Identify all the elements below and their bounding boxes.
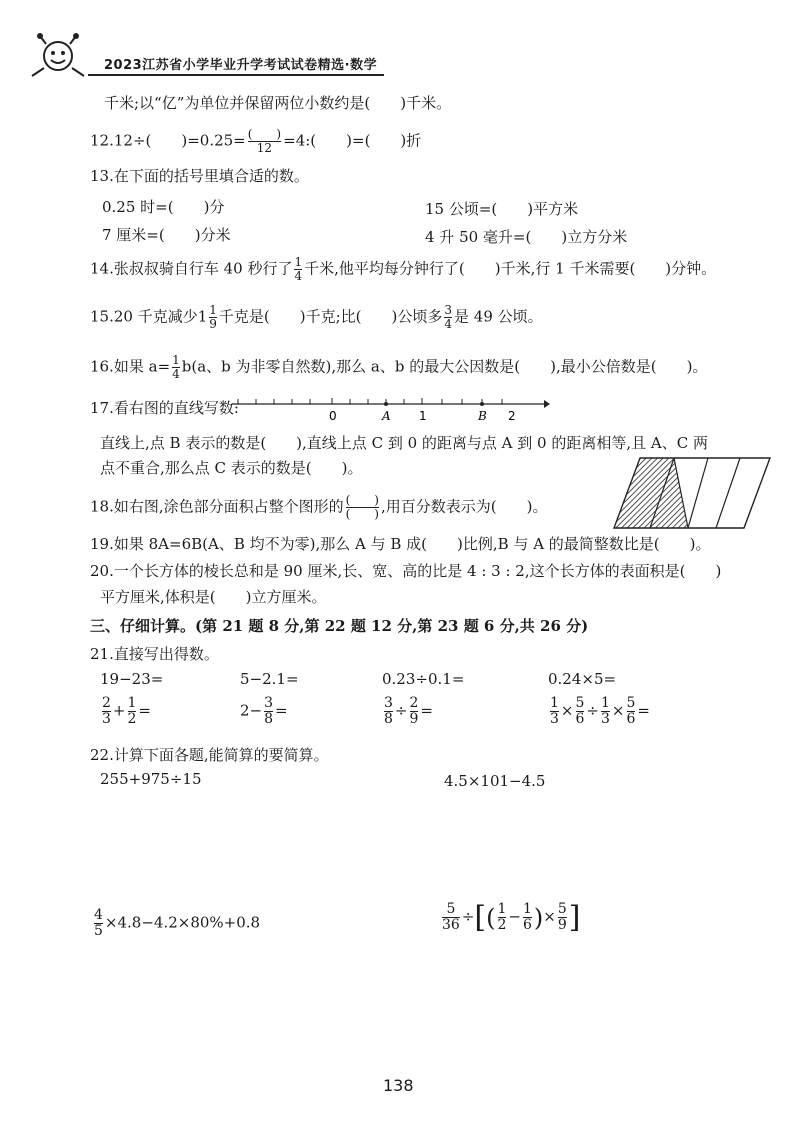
question-12-fraction: $\frac{( )}{12}$: [247, 127, 282, 155]
header-title: 2023江苏省小学毕业升学考试试卷精选·数学: [104, 58, 378, 73]
question-15-fraction-2: $\frac{3}{4}$: [444, 303, 453, 331]
q22-problem-4: $\frac{5}{36}$ ÷[( $\frac{1}{2}$ − $\frac{1}{6}$ )× $\frac{5}{9}$ ]: [442, 899, 581, 935]
question-13-c: 7 厘米=( )分米: [102, 226, 231, 244]
q22-problem-2: 4.5×101−4.5: [444, 772, 546, 790]
number-line-label-2: 2: [508, 409, 516, 423]
question-16-lead: 16.如果 a=: [90, 357, 171, 376]
header-logo: [26, 30, 88, 80]
q21-item-6: 2− $\frac{3}{8}$ =: [240, 695, 288, 727]
header-rule: [88, 74, 384, 76]
q21-item-3: 0.23÷0.1=: [382, 670, 465, 688]
question-18-lead: 18.如右图,涂色部分面积占整个图形的: [90, 497, 344, 516]
question-15-mid: 千克是( )千克;比( )公顷多: [218, 307, 443, 326]
q22-problem-1: 255+975÷15: [100, 770, 202, 788]
number-line-label-a: A: [382, 409, 391, 423]
question-14-fraction: $\frac{1}{4}$: [294, 255, 303, 283]
question-16: [90, 354, 707, 381]
section-3-heading: 三、仔细计算。(第 21 题 8 分,第 22 题 12 分,第 23 题 6 分,共 26 分): [90, 617, 589, 635]
question-16-fraction: $\frac{1}{4}$: [172, 353, 180, 381]
number-line-label-b: B: [478, 409, 487, 423]
question-18: [90, 494, 547, 521]
question-20-line-1: 20.一个长方体的棱长总和是 90 厘米,长、宽、高的比是 4 : 3 : 2,这个长方体的表面积是( ): [90, 562, 722, 580]
question-16-tail: b(a、b 为非零自然数),那么 a、b 的最大公因数是( ),最小公倍数是( )。: [181, 357, 708, 376]
question-15: [90, 304, 543, 331]
question-14-lead: 14.张叔叔骑自行车 40 秒行了: [90, 259, 293, 278]
question-17-line-3: 点不重合,那么点 C 表示的数是( )。: [100, 459, 363, 477]
q21-item-7: $\frac{3}{8}$ ÷ $\frac{2}{9}$ =: [384, 695, 433, 727]
question-13: 13.在下面的括号里填合适的数。: [90, 167, 309, 185]
question-13-a: 0.25 时=( )分: [102, 198, 225, 216]
question-11-tail: 千米;以“亿”为单位并保留两位小数约是( )千米。: [104, 94, 452, 112]
question-12: [90, 128, 421, 155]
q22-problem-3: $\frac{4}{5}$ ×4.8−4.2×80%+0.8: [94, 907, 261, 939]
question-22: 22.计算下面各题,能简算的要简算。: [90, 746, 329, 764]
question-18-fraction: $\frac{( )}{( )}$: [345, 493, 379, 521]
question-14-tail: 千米,他平均每分钟行了( )千米,行 1 千米需要( )分钟。: [304, 259, 717, 278]
mascot-icon: [26, 30, 88, 80]
q21-item-1: 19−23=: [100, 670, 164, 688]
q21-item-8: $\frac{1}{3}$ × $\frac{5}{6}$ ÷ $\frac{1}{3}$ × $\frac{5}{6}$ =: [550, 695, 650, 727]
page-number: 138: [383, 1076, 414, 1095]
question-19: 19.如果 8A=6B(A、B 均不为零),那么 A 与 B 成( )比例,B 与 A 的最简整数比是( )。: [90, 535, 711, 553]
question-17-line-2: 直线上,点 B 表示的数是( ),直线上点 C 到 0 的距离与点 A 到 0 的距离相等,且 A、C 两: [100, 434, 708, 452]
shaded-parallelogram-figure: [610, 454, 776, 532]
question-13-b: 15 公顷=( )平方米: [425, 200, 579, 218]
number-line-label-0: 0: [329, 409, 337, 423]
question-15-fraction: $\frac{1}{9}$: [209, 303, 217, 331]
question-17: 17.看右图的直线写数:: [90, 399, 239, 417]
q21-item-2: 5−2.1=: [240, 670, 299, 688]
question-12-tail: =4:( )=( )折: [283, 131, 422, 150]
question-20-line-2: 平方厘米,体积是( )立方厘米。: [100, 588, 327, 606]
question-21: 21.直接写出得数。: [90, 645, 219, 663]
question-13-d: 4 升 50 毫升=( )立方分米: [425, 228, 628, 246]
q21-item-4: 0.24×5=: [548, 670, 617, 688]
question-18-tail: ,用百分数表示为( )。: [381, 497, 548, 516]
question-12-lead: 12.12÷( )=0.25=: [90, 131, 246, 150]
number-line: [232, 392, 550, 426]
question-15-lead: 15.20 千克减少: [90, 307, 198, 326]
question-15-mixed-whole: 1: [197, 307, 208, 326]
question-15-tail: 是 49 公顷。: [454, 307, 543, 326]
number-line-label-1: 1: [419, 409, 427, 423]
q21-item-5: $\frac{2}{3}$ + $\frac{1}{2}$ =: [102, 695, 151, 727]
question-14: [90, 256, 716, 283]
